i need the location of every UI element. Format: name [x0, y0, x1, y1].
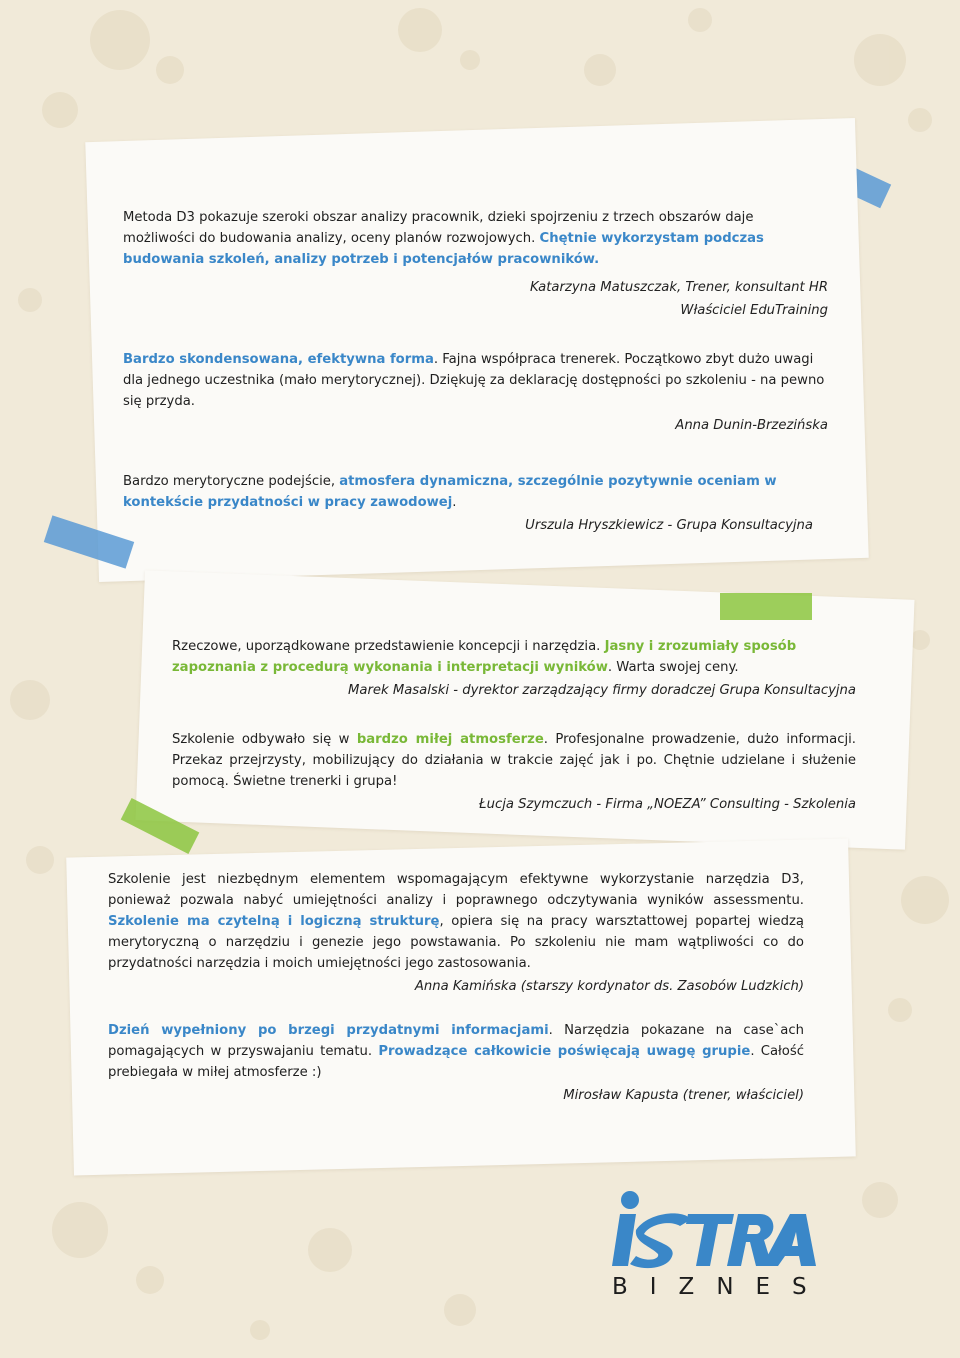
testimonial-signature: Katarzyna Matuszczak, Trener, konsultant HR Właściciel EduTraining	[530, 280, 828, 318]
testimonial-text: Szkolenie odbywało się w bardzo miłej atmosferze. Profesjonalne prowadzenie, dużo informacji. Przekaz przejrzysty, mobilizujący do działania w trakcie zajęć jak i po. Chętnie udzielane i służenie pomocą. Świetne trenerki i grupa!	[172, 732, 857, 789]
testimonial-signature: Łucja Szymczuch - Firma „NOEZA” Consulting - Szkolenia	[479, 797, 856, 812]
testimonial-text: Bardzo skondensowana, efektywna forma. Fajna współpraca trenerek. Początkowo zbyt dużo uwagi dla jednego uczestnika (mało merytorycznej). Dziękuję za deklarację dostępności po szkoleniu - na pewno się przyda.	[123, 352, 825, 409]
testimonial-signature: Urszula Hryszkiewicz - Grupa Konsultacyjna	[525, 518, 813, 533]
testimonial-signature: Anna Dunin-Brzezińska	[675, 418, 828, 433]
testimonial-text: Bardzo merytoryczne podejście, atmosfera dynamiczna, szczególnie pozytywnie oceniam w kontekście przydatności w pracy zawodowej.	[123, 474, 777, 510]
testimonial-text: Szkolenie jest niezbędnym elementem wspomagającym efektywne wykorzystanie narzędzia D3, ponieważ pozwala nabyć umiejętności analizy i poprawnego odczytywania wyników assessmentu. Szkolenie ma czytelną i logiczną strukturę, opiera się na pracy warsztattowej popartej wiedzą merytoryczną o narzędziu i genezie jego powstawania. Po szkoleniu nie mam wątpliwości co do przydatności narzędzia i moich umiejętności jego zastosowania.	[108, 872, 804, 971]
testimonial-text: Dzień wypełniony po brzegi przydatnymi informacjami. Narzędzia pokazane na case`ach pomagających w przyswajaniu tematu. Prowadzące całkowicie poświęcają uwagę grupie. Całość prebiegała w miłej atmosferze :)	[108, 1023, 804, 1080]
logo-wordmark: BIZNES	[612, 1274, 829, 1300]
testimonial-text: Rzeczowe, uporządkowane przedstawienie koncepcji i narzędzia. Jasny i zrozumiały sposób zapoznania z procedurą wykonania i interpretacji wyników. Warta swojej ceny.	[172, 639, 797, 675]
testimonial-signature: Marek Masalski - dyrektor zarządzający firmy doradczej Grupa Konsultacyjna	[348, 683, 856, 698]
testimonial-text: Metoda D3 pokazuje szeroki obszar analizy pracownik, dzieki spojrzeniu z trzech obszarów daje możliwości do budowania analizy, oceny planów rozwojowych. Chętnie wykorzystam podczas budowania szkoleń, analizy potrzeb i potencjałów pracowników.	[123, 210, 764, 267]
testimonial-signature: Mirosław Kapusta (trener, właściciel)	[563, 1088, 804, 1103]
green-tape-strip	[720, 593, 812, 620]
testimonial-signature: Anna Kamińska (starszy kordynator ds. Zasobów Ludzkich)	[414, 979, 804, 994]
